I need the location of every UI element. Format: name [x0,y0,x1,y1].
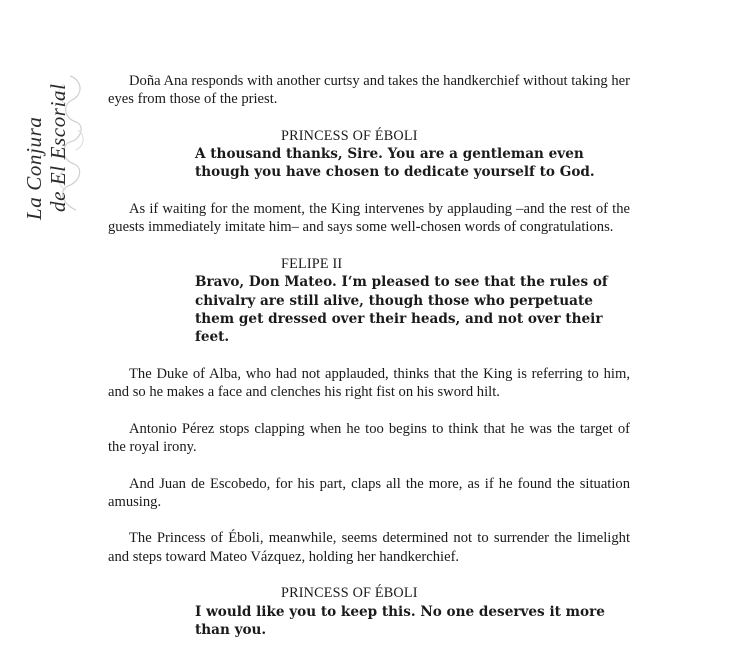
narration-paragraph: As if waiting for the moment, the King intervenes by applauding –and the rest of the guests immediately imitate him– and says some well-chosen words of congratulations. [108,201,630,236]
running-title-line-2: de El Escorial [46,83,70,212]
narration-paragraph: Doña Ana responds with another curtsy and takes the handkerchief without taking her eyes from those of the priest. [108,73,630,108]
dialogue-line: I would like you to keep this. No one deserves it more than you. [195,603,605,638]
running-title [22,26,82,226]
narration-paragraph: The Duke of Alba, who had not applauded, thinks that the King is referring to him, and so he makes a face and clenches his right fist on his sword hilt. [108,365,630,401]
speaker-name: FELIPE II [281,255,343,272]
speaker-name: PRINCESS OF ÉBOLI [281,585,418,602]
running-title-line-1: La Conjura [22,116,46,220]
narration-paragraph: And Juan de Escobedo, for his part, claps all the more, as if he found the situation amusing. [108,475,630,510]
dialogue-line: A thousand thanks, Sire. You are a gentleman even though you have chosen to dedicate yourself to God. [195,146,595,181]
page-text [108,72,630,658]
narration-paragraph: The Princess of Éboli, meanwhile, seems determined not to surrender the limelight and steps toward Mateo Vázquez, holding her handkerchief. [108,530,630,565]
narration-paragraph: Antonio Pérez stops clapping when he too begins to think that he was the target of the royal irony. [108,420,630,455]
dialogue-line: Bravo, Don Mateo. I‘m pleased to see that the rules of chivalry are still alive, though those who perpetuate them get dressed over their heads, and not over their feet. [195,274,608,346]
speaker-name: PRINCESS OF ÉBOLI [281,127,418,144]
